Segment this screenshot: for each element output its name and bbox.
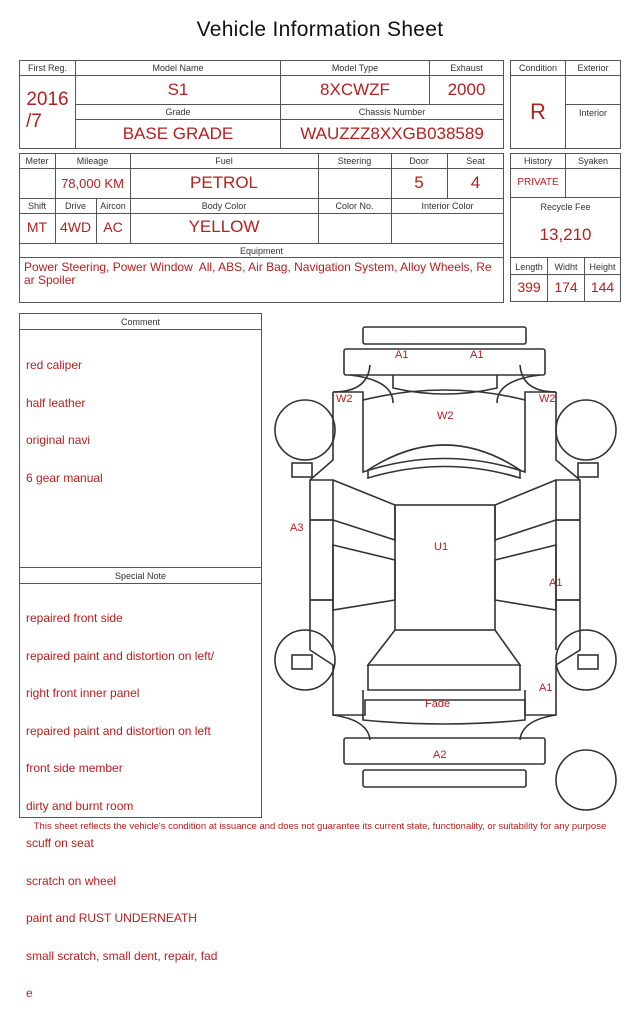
mark-rear-bumper: A2 xyxy=(433,749,447,761)
comment-label: Comment xyxy=(120,317,160,327)
front-bumper-outer xyxy=(363,327,526,344)
history-cell xyxy=(510,153,566,198)
special-note-line: repaired paint and distortion on left xyxy=(26,723,211,738)
exhaust-label: Exhaust xyxy=(450,63,483,73)
front-right-tyre xyxy=(556,400,616,460)
special-note-text xyxy=(26,587,217,1012)
history-label: History xyxy=(523,156,552,166)
shift-value: MT xyxy=(26,219,48,235)
special-note-line: front side member xyxy=(26,761,123,775)
special-note-line: repaired front side xyxy=(26,611,123,625)
special-note-line: small scratch, small dent, repair, fad xyxy=(26,948,218,963)
disclaimer-footer: This sheet reflects the vehicle's condition at issuance and does not guarantee its current state, functionality, or suitability for any purpose xyxy=(33,821,607,832)
mark-right-fender: W2 xyxy=(539,393,556,405)
comment-text xyxy=(26,334,103,497)
chassis-number-label: Chassis Number xyxy=(358,107,426,117)
drive-label: Drive xyxy=(64,201,86,211)
exterior-label: Exterior xyxy=(577,63,609,73)
special-note-line: scuff on seat xyxy=(26,836,94,850)
condition-label: Condition xyxy=(518,63,558,73)
model-name-cell xyxy=(75,60,281,105)
first-reg-label: First Reg. xyxy=(27,63,67,73)
comment-line: red caliper xyxy=(26,358,83,372)
comment-line: 6 gear manual xyxy=(26,470,103,485)
special-note-label: Special Note xyxy=(114,571,167,581)
width-cell xyxy=(547,257,585,302)
roof xyxy=(395,505,495,630)
fuel-value: PETROL xyxy=(189,173,259,192)
front-bumper xyxy=(344,349,545,375)
mark-front-left: A1 xyxy=(395,349,409,361)
interior-cell xyxy=(565,104,621,149)
door-value: 5 xyxy=(414,173,424,192)
special-note-line: scratch on wheel xyxy=(26,873,117,888)
aircon-value: AC xyxy=(103,219,123,235)
exhaust-value: 2000 xyxy=(447,80,486,99)
rear-bumper-outer xyxy=(363,770,526,787)
length-cell xyxy=(510,257,548,302)
page-title: Vehicle Information Sheet xyxy=(196,18,444,41)
special-note-line: repaired paint and distortion on left/ xyxy=(26,648,215,663)
length-label: Length xyxy=(515,262,543,272)
drive-value: 4WD xyxy=(59,219,92,235)
mark-right-rear: A1 xyxy=(539,682,553,694)
spare-tyre xyxy=(556,750,616,810)
grade-value: BASE GRADE xyxy=(122,124,234,143)
seat-label: Seat xyxy=(466,156,485,166)
model-type-label: Model Type xyxy=(331,63,379,73)
mark-rear: Fade xyxy=(425,698,451,710)
shift-label: Shift xyxy=(27,201,46,211)
color-no-label: Color No. xyxy=(335,201,374,211)
equipment-label: Equipment xyxy=(239,246,284,256)
model-name-value: S1 xyxy=(167,80,189,99)
comment-line: half leather xyxy=(26,395,86,410)
chassis-number-value: WAUZZZ8XXGB038589 xyxy=(300,124,484,143)
interior-label: Interior xyxy=(578,108,607,118)
exhaust-cell xyxy=(429,60,504,105)
mark-left-side: A3 xyxy=(290,522,304,534)
meter-label: Meter xyxy=(25,156,49,166)
syaken-label: Syaken xyxy=(577,156,609,166)
mark-roof: U1 xyxy=(434,541,449,553)
model-name-label: Model Name xyxy=(152,63,204,73)
height-label: Height xyxy=(589,262,616,272)
first-reg-month: /7 xyxy=(26,111,42,132)
recycle-fee-value: 13,210 xyxy=(539,225,592,244)
comment-line: original navi xyxy=(26,433,91,447)
front-left-tyre xyxy=(275,400,335,460)
mark-front-right: A1 xyxy=(470,349,484,361)
recycle-fee-label: Recycle Fee xyxy=(540,202,591,212)
mark-windshield: W2 xyxy=(437,410,454,422)
special-note-line: e xyxy=(26,986,33,1000)
width-label: Widht xyxy=(554,262,578,272)
condition-cell xyxy=(510,60,566,149)
body-color-label: Body Color xyxy=(201,201,247,211)
chassis-number-cell xyxy=(280,104,504,149)
mark-right-side: A1 xyxy=(549,577,563,589)
recycle-fee-cell xyxy=(510,197,621,258)
exterior-cell xyxy=(565,60,621,105)
height-value: 144 xyxy=(590,279,615,295)
rear-window xyxy=(368,630,520,665)
body-outline xyxy=(310,392,580,715)
length-value: 399 xyxy=(517,279,541,295)
width-value: 174 xyxy=(554,279,578,295)
history-value: PRIVATE xyxy=(517,177,559,188)
height-cell xyxy=(584,257,621,302)
fuel-label: Fuel xyxy=(215,156,233,166)
body-color-value: YELLOW xyxy=(188,217,260,236)
aircon-label: Aircon xyxy=(100,201,126,211)
model-type-cell xyxy=(280,60,430,105)
special-note-line: paint and RUST UNDERNEATH xyxy=(26,911,197,925)
steering-label: Steering xyxy=(337,156,372,166)
grade-cell xyxy=(75,104,281,149)
first-reg-year: 2016 xyxy=(26,89,69,110)
grade-label: Grade xyxy=(165,107,191,117)
mileage-value: 78,000 KM xyxy=(61,176,124,191)
syaken-cell xyxy=(565,153,621,198)
car-damage-diagram xyxy=(265,320,635,820)
first-reg-cell xyxy=(19,60,76,149)
special-note-line: dirty and burnt room xyxy=(26,798,134,813)
special-note-line: right front inner panel xyxy=(26,686,140,700)
model-type-value: 8XCWZF xyxy=(320,80,390,99)
mileage-label: Mileage xyxy=(76,156,109,166)
mark-left-fender: W2 xyxy=(336,393,353,405)
equipment-value: Power Steering, Power Window All, ABS, Air Bag, Navigation System, Alloy Wheels, Re ar Spoiler xyxy=(24,260,492,287)
door-label: Door xyxy=(409,156,429,166)
interior-color-label: Interior Color xyxy=(421,201,474,211)
condition-value: R xyxy=(530,99,546,124)
seat-value: 4 xyxy=(470,173,481,192)
